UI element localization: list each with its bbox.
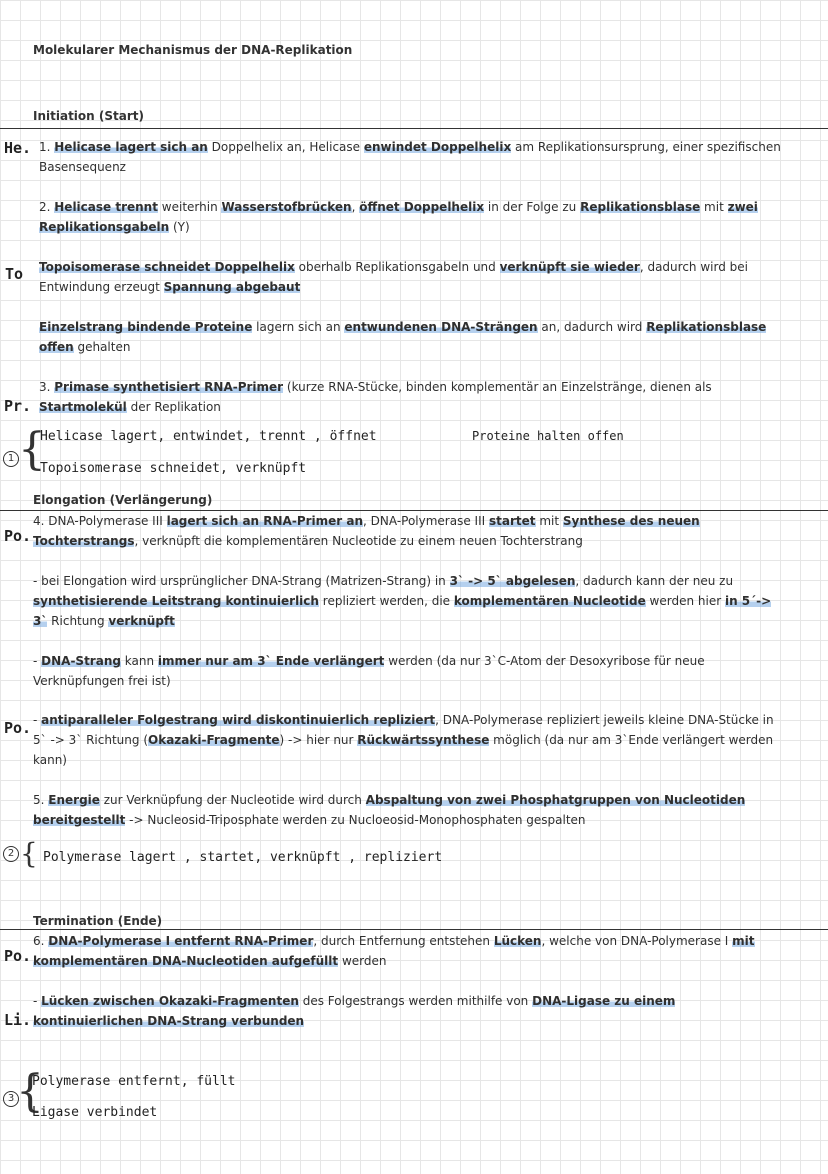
highlighted-text: mit komplementären DNA-Nucleotiden aufgefüllt — [33, 934, 755, 968]
text-segment: repliziert werden, die — [318, 594, 454, 608]
text-segment: - bei Elongation wird ursprünglicher DNA-Strang (Matrizen-Strang) in — [33, 574, 450, 588]
text-segment: 6. — [33, 934, 49, 948]
margin-label-polymerase: Po. — [4, 719, 32, 737]
text-segment: 2. — [39, 200, 55, 214]
section-initiation-heading: Initiation (Start) — [33, 109, 144, 123]
section-divider — [0, 929, 828, 930]
text-segment: , verknüpft die komplementären Nucleotide zu einem neuen Tochterstrang — [134, 534, 583, 548]
summary-number-2: 2 — [3, 846, 19, 862]
text-segment: Richtung — [47, 614, 109, 628]
highlighted-text: Rückwärtssynthese — [357, 733, 490, 747]
text-segment: , durch Entfernung entstehen — [313, 934, 494, 948]
margin-label-polymerase: Po. — [4, 527, 32, 545]
summary-1-line-2: Topoisomerase schneidet, verknüpft — [40, 461, 307, 476]
paragraph-lagging-strand — [33, 710, 784, 770]
text-segment: , DNA-Polymerase III — [363, 514, 489, 528]
highlighted-text: Replikationsblase offen — [39, 320, 767, 354]
highlighted-text: antiparalleler Folgestrang wird diskontinuierlich repliziert — [41, 713, 436, 727]
paragraph-step-5 — [33, 790, 784, 830]
text-segment: werden (da nur 3`C-Atom der Desoxyribose für neue Verknüpfungen frei ist) — [33, 654, 705, 688]
text-segment: ) -> hier nur — [279, 733, 358, 747]
margin-label-ligase: Li. — [4, 1011, 32, 1029]
text-segment: werden — [338, 954, 387, 968]
section-elongation-heading: Elongation (Verlängerung) — [33, 493, 213, 507]
text-segment: werden hier — [645, 594, 725, 608]
highlighted-text: 3` -> 5` abgelesen — [449, 574, 576, 588]
text-segment: , — [351, 200, 360, 214]
paragraph-proteins — [39, 317, 784, 357]
text-segment: (kurze RNA-Stücke, binden komplementär an Einzelstränge, dienen als — [283, 380, 712, 394]
text-segment: oberhalb Replikationsgabeln und — [294, 260, 500, 274]
text-segment: des Folgestrangs werden mithilfe von — [298, 994, 533, 1008]
text-segment: , DNA-Polymerase repliziert jeweils kleine DNA-Stücke in 5` -> 3` Richtung ( — [33, 713, 774, 747]
margin-label-topoisomerase: To — [5, 265, 24, 283]
highlighted-text: Wasserstofbrücken — [221, 200, 352, 214]
highlighted-text: Primase synthetisiert RNA-Primer — [54, 380, 284, 394]
text-segment: Doppelhelix an, Helicase — [207, 140, 364, 154]
text-segment: 5. — [33, 793, 49, 807]
text-segment: (Y) — [169, 220, 190, 234]
highlighted-text: lagert sich an RNA-Primer an — [166, 514, 364, 528]
section-divider — [0, 128, 828, 129]
highlighted-text: startet — [488, 514, 536, 528]
highlighted-text: Synthese des neuen Tochterstrangs — [33, 514, 700, 548]
paragraph-leading-strand — [33, 571, 784, 631]
highlighted-text: Energie — [48, 793, 100, 807]
highlighted-text: entwundenen DNA-Strängen — [344, 320, 538, 334]
text-segment: an, dadurch wird — [537, 320, 647, 334]
text-segment: am Replikationsursprung, einer spezifischen Basensequenz — [39, 140, 781, 174]
highlighted-text: Helicase trennt — [54, 200, 158, 214]
text-segment: gehalten — [73, 340, 131, 354]
text-segment: mit — [535, 514, 563, 528]
highlighted-text: Startmolekül — [39, 400, 127, 414]
summary-3-line-1: Polymerase entfernt, füllt — [32, 1074, 236, 1089]
text-segment: möglich (da nur am 3`Ende verlängert werden kann) — [33, 733, 774, 767]
highlighted-text: komplementären Nucleotide — [453, 594, 646, 608]
highlighted-text: in 5´-> 3` — [33, 594, 772, 628]
paragraph-3-end — [33, 651, 784, 691]
text-segment: , welche von DNA-Polymerase I — [541, 934, 733, 948]
paragraph-topoisomerase — [39, 257, 784, 297]
paragraph-step-4 — [33, 511, 784, 551]
text-segment: mit — [700, 200, 728, 214]
text-segment: der Replikation — [126, 400, 221, 414]
summary-3-line-2: Ligase verbindet — [32, 1105, 158, 1120]
highlighted-text: Abspaltung von zwei Phosphatgruppen von Nucleotiden bereitgestellt — [33, 793, 746, 827]
highlighted-text: immer nur am 3` Ende verlängert — [157, 654, 385, 668]
text-segment: , dadurch wird bei Entwindung erzeugt — [39, 260, 748, 294]
highlighted-text: enwindet Doppelhelix — [363, 140, 512, 154]
highlighted-text: DNA-Ligase zu einem kontinuierlichen DNA-Strang verbunden — [33, 994, 676, 1028]
highlighted-text: Lücken — [493, 934, 542, 948]
highlighted-text: Lücken zwischen Okazaki-Fragmenten — [41, 994, 299, 1008]
summary-brace: { — [18, 424, 46, 475]
paragraph-step-2 — [39, 197, 784, 237]
margin-label-primase: Pr. — [4, 397, 32, 415]
paragraph-step-1 — [39, 137, 784, 177]
margin-label-polymerase: Po. — [4, 947, 32, 965]
highlighted-text: Einzelstrang bindende Proteine — [39, 320, 253, 334]
highlighted-text: DNA-Polymerase I entfernt RNA-Primer — [48, 934, 314, 948]
paragraph-step-6 — [33, 931, 784, 971]
text-segment: 3. — [39, 380, 55, 394]
text-segment: weiterhin — [157, 200, 222, 214]
summary-number-1: 1 — [3, 451, 19, 467]
highlighted-text: Topoisomerase schneidet Doppelhelix — [39, 260, 295, 274]
summary-brace: { — [16, 1066, 44, 1117]
highlighted-text: Okazaki-Fragmente — [148, 733, 280, 747]
text-segment: - — [33, 654, 42, 668]
text-segment: - — [33, 994, 42, 1008]
highlighted-text: Replikationsblase — [580, 200, 701, 214]
summary-1-line-1: Helicase lagert, entwindet, trennt , öffnet — [40, 429, 377, 444]
highlighted-text: Spannung abgebaut — [163, 280, 301, 294]
paragraph-step-3 — [39, 377, 784, 417]
page-title: Molekularer Mechanismus der DNA-Replikation — [33, 43, 353, 57]
text-segment: kann — [120, 654, 158, 668]
paragraph-ligase — [33, 991, 784, 1031]
highlighted-text: DNA-Strang — [41, 654, 121, 668]
highlighted-text: öffnet Doppelhelix — [359, 200, 485, 214]
highlighted-text: zwei Replikationsgabeln — [39, 200, 758, 234]
text-segment: 4. DNA-Polymerase III — [33, 514, 167, 528]
text-segment: 1. — [39, 140, 55, 154]
text-segment: -> Nucleosid-Triposphate werden zu Nucloeosid-Monophosphaten gespalten — [125, 813, 586, 827]
margin-label-helicase: He. — [4, 139, 32, 157]
text-segment: lagern sich an — [252, 320, 345, 334]
text-segment: - — [33, 713, 42, 727]
text-segment: , dadurch kann der neu zu — [575, 574, 734, 588]
text-segment: zur Verknüpfung der Nucleotide wird durch — [99, 793, 366, 807]
text-segment: in der Folge zu — [484, 200, 581, 214]
section-termination-heading: Termination (Ende) — [33, 914, 163, 928]
summary-2-line-1: Polymerase lagert , startet, verknüpft , repliziert — [43, 850, 443, 865]
summary-1-proteins: Proteine halten offen — [472, 429, 624, 443]
highlighted-text: Helicase lagert sich an — [54, 140, 208, 154]
highlighted-text: synthetisierende Leitstrang kontinuierlich — [33, 594, 319, 608]
highlighted-text: verknüpft — [108, 614, 175, 628]
summary-number-3: 3 — [3, 1091, 19, 1107]
highlighted-text: verknüpft sie wieder — [499, 260, 640, 274]
summary-brace: { — [20, 837, 38, 870]
